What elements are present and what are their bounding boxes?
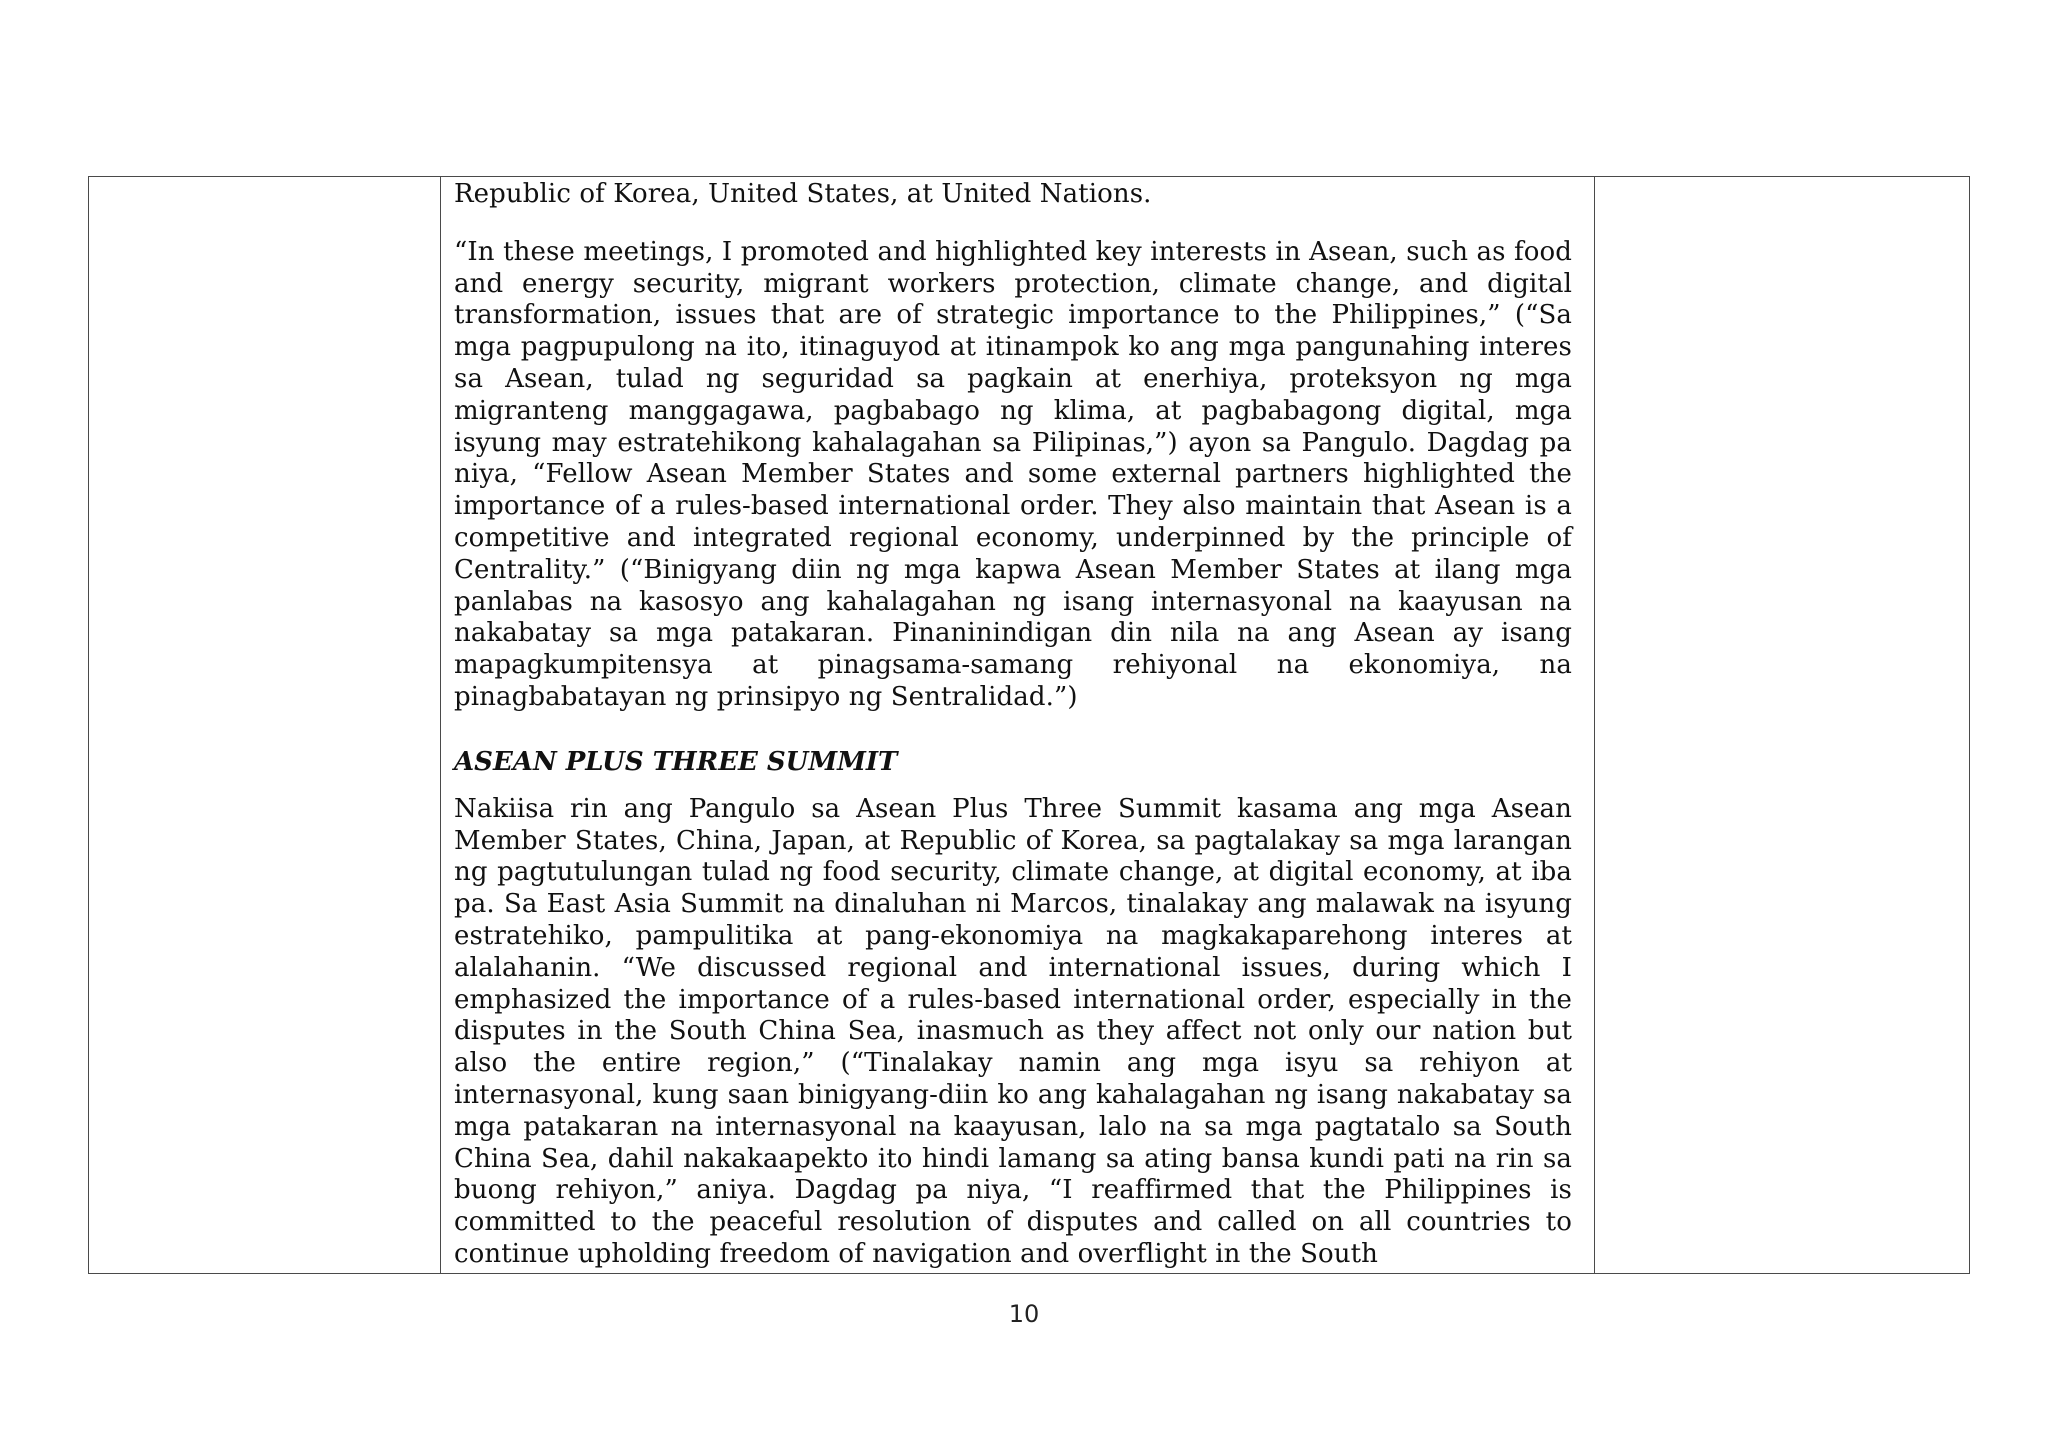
table-left-column bbox=[89, 177, 441, 1273]
paragraph-intro: Republic of Korea, United States, at United Nations. bbox=[454, 179, 1152, 209]
table-right-column bbox=[1595, 177, 1969, 1273]
paragraph-summit: Nakiisa rin ang Pangulo sa Asean Plus Three Summit kasama ang mga Asean Member States, China, Japan, at Republic of Korea, sa pagtalakay sa mga larangan ng pagtutulungan tulad ng food security, climate change, at digital economy, at iba pa. Sa East Asia Summit na dinaluhan ni Marcos, tinalakay ang malawak na isyung estratehiko, pampulitika at pang-ekonomiya na magkakaparehong interes at alalahanin. “We discussed regional and international issues, during which I emphasized the importance of a rules-based international order, especially in the disputes in the South China Sea, inasmuch as they affect not only our nation but also the entire region,” (“Tinalakay namin ang mga isyu sa rehiyon at internasyonal, kung saan binigyang-diin ko ang kahalagahan ng isang nakabatay sa mga patakaran na internasyonal na kaayusan, lalo na sa mga pagtatalo sa South China Sea, dahil nakakaapekto ito hindi lamang sa ating bansa kundi pati na rin sa buong rehiyon,” aniya. Dagdag pa niya, “I reaffirmed that the Philippines is committed to the peaceful resolution of disputes and called on all countries to continue upholding freedom of navigation and overflight in the South bbox=[454, 793, 1572, 1269]
paragraph-quote: “In these meetings, I promoted and highlighted key interests in Asean, such as food and energy security, migrant workers protection, climate change, and digital transformation, issues that are of strategic importance to the Philippines,” (“Sa mga pagpupulong na ito, itinaguyod at itinampok ko ang mga pangunahing interes sa Asean, tulad ng seguridad sa pagkain at enerhiya, proteksyon ng mga migranteng manggagawa, pagbabago ng klima, at pagbabagong digital, mga isyung may estratehikong kahalagahan sa Pilipinas,”) ayon sa Pangulo. Dagdag pa niya, “Fellow Asean Member States and some external partners highlighted the importance of a rules-based international order. They also maintain that Asean is a competitive and integrated regional economy, underpinned by the principle of Centrality.” (“Binigyang diin ng mga kapwa Asean Member States at ilang mga panlabas na kasosyo ang kahalagahan ng isang internasyonal na kaayusan na nakabatay sa mga patakaran. Pinaninindigan din nila na ang Asean ay isang mapagkumpitensya at pinagsama-samang rehiyonal na ekonomiya, na pinagbabatayan ng prinsipyo ng Sentralidad.”) bbox=[454, 236, 1572, 712]
table-main-column bbox=[441, 177, 1595, 1273]
section-heading: ASEAN PLUS THREE SUMMIT bbox=[454, 746, 898, 777]
page-number: 10 bbox=[1008, 1300, 1040, 1328]
content-table bbox=[88, 176, 1970, 1274]
